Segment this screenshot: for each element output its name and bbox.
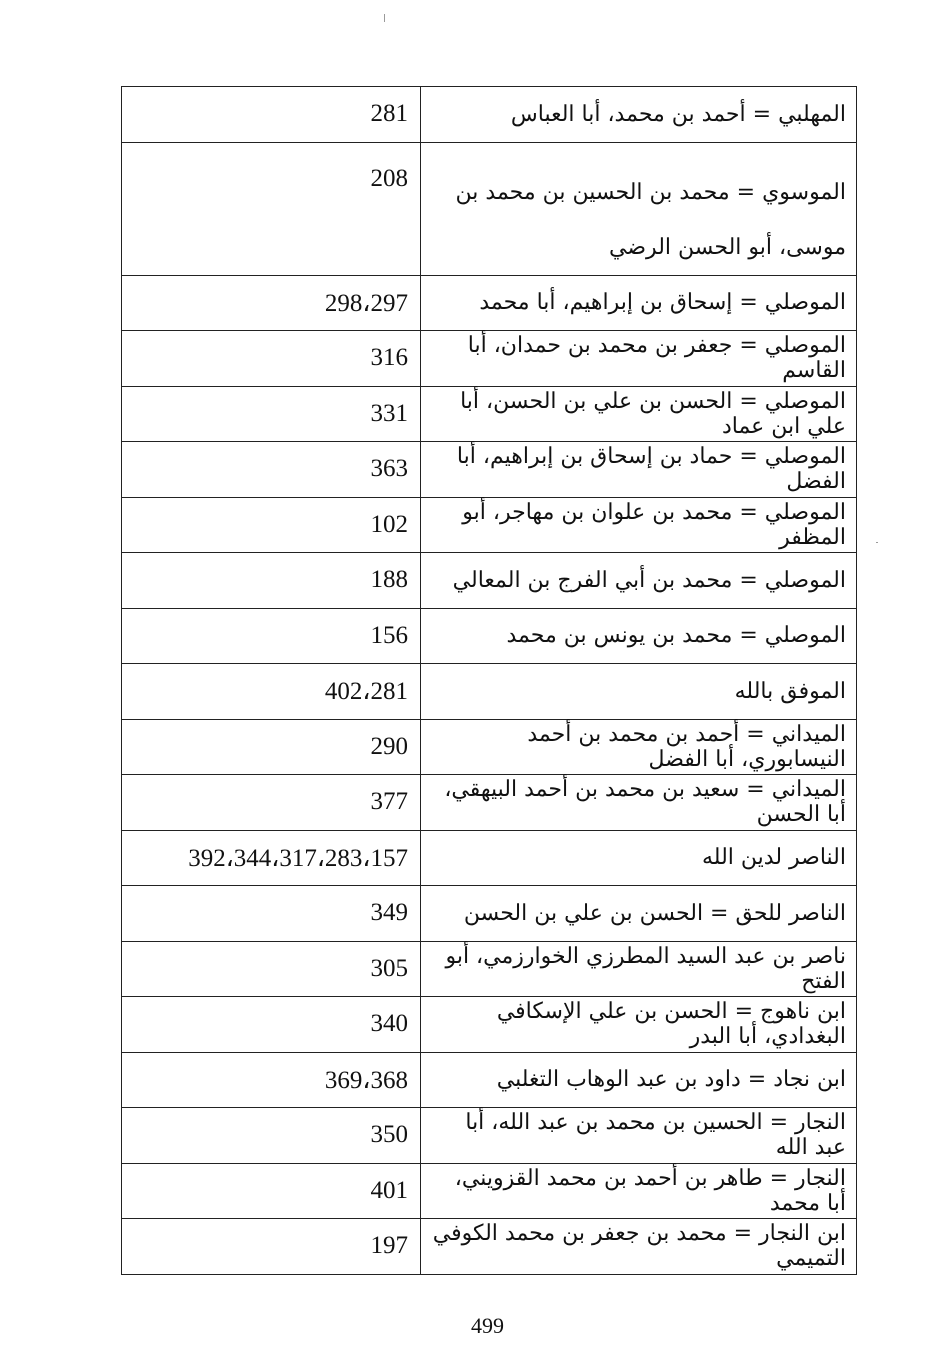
page-references: 102 [122, 497, 421, 553]
table-row [122, 331, 857, 387]
name-entry: الناصر لدين الله [421, 830, 857, 886]
name-entry: ابن نجاد = داود بن عبد الوهاب التغلبي [421, 1052, 857, 1108]
name-entry: النجار = طاهر بن أحمد بن محمد القزويني، أبا محمد [421, 1163, 857, 1219]
name-entry: ابن النجار = محمد بن جعفر بن محمد الكوفي التميمي [421, 1219, 857, 1275]
page-references: 305 [122, 941, 421, 997]
table-row [122, 275, 857, 331]
name-entry: الموصلي = محمد بن علوان بن مهاجر، أبو المظفر [421, 497, 857, 553]
table-row [122, 1219, 857, 1275]
name-entry: الناصر للحق = الحسن بن علي بن الحسن [421, 886, 857, 942]
name-entry: الموصلي = حماد بن إسحاق بن إبراهيم، أبا الفضل [421, 442, 857, 498]
name-entry: الموصلي = محمد بن يونس بن محمد [421, 608, 857, 664]
page-references: 369،368 [122, 1052, 421, 1108]
name-entry: الموسوي = محمد بن الحسين بن محمد بن موسى، أبو الحسن الرضي [421, 142, 857, 275]
table-row [122, 553, 857, 609]
name-entry: الميداني = سعيد بن محمد بن أحمد البيهقي، أبا الحسن [421, 775, 857, 831]
name-entry: النجار = الحسين بن محمد بن عبد الله، أبا عبد الله [421, 1108, 857, 1164]
table-row [122, 830, 857, 886]
page-references: 401 [122, 1163, 421, 1219]
name-entry: الموصلي = الحسن بن علي بن الحسن، أبا علي ابن عماد [421, 386, 857, 442]
page-references: 350 [122, 1108, 421, 1164]
side-crop-mark [876, 542, 878, 543]
page-references: 377 [122, 775, 421, 831]
table-row [122, 719, 857, 775]
page-references: 316 [122, 331, 421, 387]
table-row [122, 386, 857, 442]
table-row [122, 87, 857, 143]
page-references: 156 [122, 608, 421, 664]
table-row [122, 775, 857, 831]
name-entry: الموصلي = محمد بن أبي الفرج بن المعالي [421, 553, 857, 609]
table-row [122, 1163, 857, 1219]
page-references: 363 [122, 442, 421, 498]
page-references: 298،297 [122, 275, 421, 331]
page-references: 340 [122, 997, 421, 1053]
table-row [122, 941, 857, 997]
table-row [122, 886, 857, 942]
page-references: 188 [122, 553, 421, 609]
name-entry: ابن ناهوج = الحسن بن علي الإسكافي البغدادي، أبا البدر [421, 997, 857, 1053]
table-row [122, 664, 857, 720]
page-references: 392،344،317،283،157 [122, 830, 421, 886]
page-references: 331 [122, 386, 421, 442]
page-number: 499 [471, 1313, 504, 1338]
page-references: 402،281 [122, 664, 421, 720]
page-references: 197 [122, 1219, 421, 1275]
name-entry: الموفق بالله [421, 664, 857, 720]
table-row [122, 497, 857, 553]
table-row [122, 142, 857, 275]
table-row [122, 997, 857, 1053]
page-references: 281 [122, 87, 421, 143]
table-row [122, 1052, 857, 1108]
name-entry: الميداني = أحمد بن محمد بن أحمد النيسابوري، أبا الفضل [421, 719, 857, 775]
page-references: 349 [122, 886, 421, 942]
table-row [122, 608, 857, 664]
table-row [122, 1108, 857, 1164]
name-entry: المهلبي = أحمد بن محمد، أبا العباس [421, 87, 857, 143]
name-entry: الموصلي = إسحاق بن إبراهيم، أبا محمد [421, 275, 857, 331]
table-row [122, 442, 857, 498]
top-crop-mark [384, 14, 385, 22]
name-entry: الموصلي = جعفر بن محمد بن حمدان، أبا القاسم [421, 331, 857, 387]
page-references: 290 [122, 719, 421, 775]
name-entry: ناصر بن عبد السيد المطرزي الخوارزمي، أبو الفتح [421, 941, 857, 997]
names-index-table [121, 86, 857, 1275]
page-references: 208 [122, 142, 421, 275]
